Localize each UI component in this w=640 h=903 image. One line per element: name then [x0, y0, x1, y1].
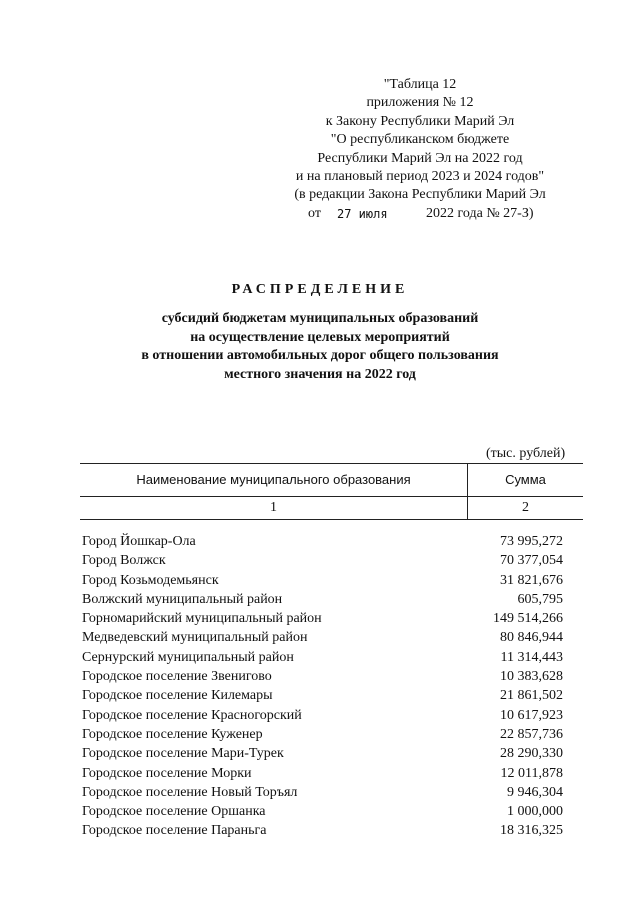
subtitle-line: субсидий бюджетам муниципальных образований	[161, 311, 479, 326]
row-amount: 9 946,304	[507, 784, 563, 800]
table-row	[82, 783, 582, 802]
row-amount: 1 000,000	[507, 804, 563, 820]
subtitle-line: местного значения на 2022 год	[224, 366, 416, 382]
row-amount: 21 861,502	[500, 688, 563, 704]
row-name: Городское поселение Морки	[82, 765, 252, 781]
row-amount: 605,795	[517, 591, 563, 607]
column-number-sum: 2	[522, 500, 529, 515]
row-amount: 31 821,676	[500, 572, 563, 588]
row-name: Городское поселение Куженер	[82, 726, 263, 742]
header-line: и на плановый период 2023 и 2024 годов"	[295, 169, 545, 185]
row-amount: 70 377,054	[500, 553, 563, 569]
table-row	[82, 648, 582, 667]
header-line: к Закону Республики Марий Эл	[325, 113, 515, 129]
row-name: Городское поселение Мари-Турек	[82, 746, 284, 762]
row-amount: 80 846,944	[500, 630, 563, 646]
row-name: Город Волжск	[82, 553, 166, 569]
header-line: (в редакции Закона Республики Марий Эл	[294, 187, 546, 203]
table-row	[82, 764, 582, 783]
table-row	[82, 802, 582, 821]
row-amount: 28 290,330	[500, 746, 563, 762]
units-label: (тыс. рублей)	[486, 446, 566, 461]
date-from-label: от	[308, 205, 321, 221]
column-header-name: Наименование муниципального образования	[136, 472, 411, 487]
table-row	[82, 821, 582, 840]
row-name: Медведевский муниципальный район	[82, 630, 308, 646]
table-row	[82, 609, 582, 628]
table-rule	[80, 496, 583, 497]
table-rule	[80, 519, 583, 520]
row-amount: 22 857,736	[500, 726, 563, 742]
date-day-handwritten: 27 июля	[337, 206, 388, 221]
header-line: приложения № 12	[366, 95, 474, 111]
row-name: Горномарийский муниципальный район	[82, 611, 322, 627]
row-amount: 18 316,325	[500, 823, 563, 839]
date-year-number: 2022 года № 27-З)	[426, 205, 534, 221]
table-row	[82, 686, 582, 705]
row-name: Город Йошкар-Ола	[82, 534, 196, 549]
row-name: Городское поселение Килемары	[82, 688, 273, 704]
row-name: Городское поселение Звенигово	[82, 669, 272, 685]
row-amount: 11 314,443	[500, 649, 563, 665]
table-row	[82, 590, 582, 609]
row-amount: 10 383,628	[500, 669, 563, 685]
table-row	[82, 706, 582, 725]
column-number-name: 1	[270, 500, 277, 515]
law-date-line	[250, 205, 590, 223]
row-amount: 73 995,272	[500, 534, 563, 549]
subtitle-line: на осуществление целевых мероприятий	[190, 329, 450, 345]
row-name: Город Козьмодемьянск	[82, 572, 219, 588]
row-name: Городское поселение Красногорский	[82, 707, 302, 723]
document-subtitle	[0, 310, 640, 384]
table-body	[82, 532, 582, 841]
header-line: Республики Марий Эл на 2022 год	[317, 150, 523, 166]
table-row	[82, 551, 582, 570]
column-header-sum: Сумма	[505, 472, 546, 487]
table-header	[80, 463, 583, 520]
table-row	[82, 571, 582, 590]
table-row	[82, 667, 582, 686]
table-row	[82, 744, 582, 763]
header-line: "О республиканском бюджете	[330, 132, 510, 148]
row-amount: 12 011,878	[500, 765, 563, 781]
header-line: "Таблица 12	[383, 77, 457, 92]
table-row	[82, 532, 582, 551]
law-reference-header	[250, 76, 590, 223]
row-amount: 10 617,923	[500, 707, 563, 723]
table-row	[82, 725, 582, 744]
row-name: Городское поселение Оршанка	[82, 804, 266, 820]
row-name: Городское поселение Параньга	[82, 823, 267, 839]
row-name: Волжский муниципальный район	[82, 591, 283, 607]
subtitle-line: в отношении автомобильных дорог общего пользования	[141, 348, 499, 363]
table-row	[82, 628, 582, 647]
row-name: Сернурский муниципальный район	[82, 649, 294, 665]
row-name: Городское поселение Новый Торъял	[82, 784, 298, 800]
table-rule	[80, 463, 583, 464]
document-title: РАСПРЕДЕЛЕНИЕ	[231, 282, 409, 297]
row-amount: 149 514,266	[493, 611, 563, 627]
